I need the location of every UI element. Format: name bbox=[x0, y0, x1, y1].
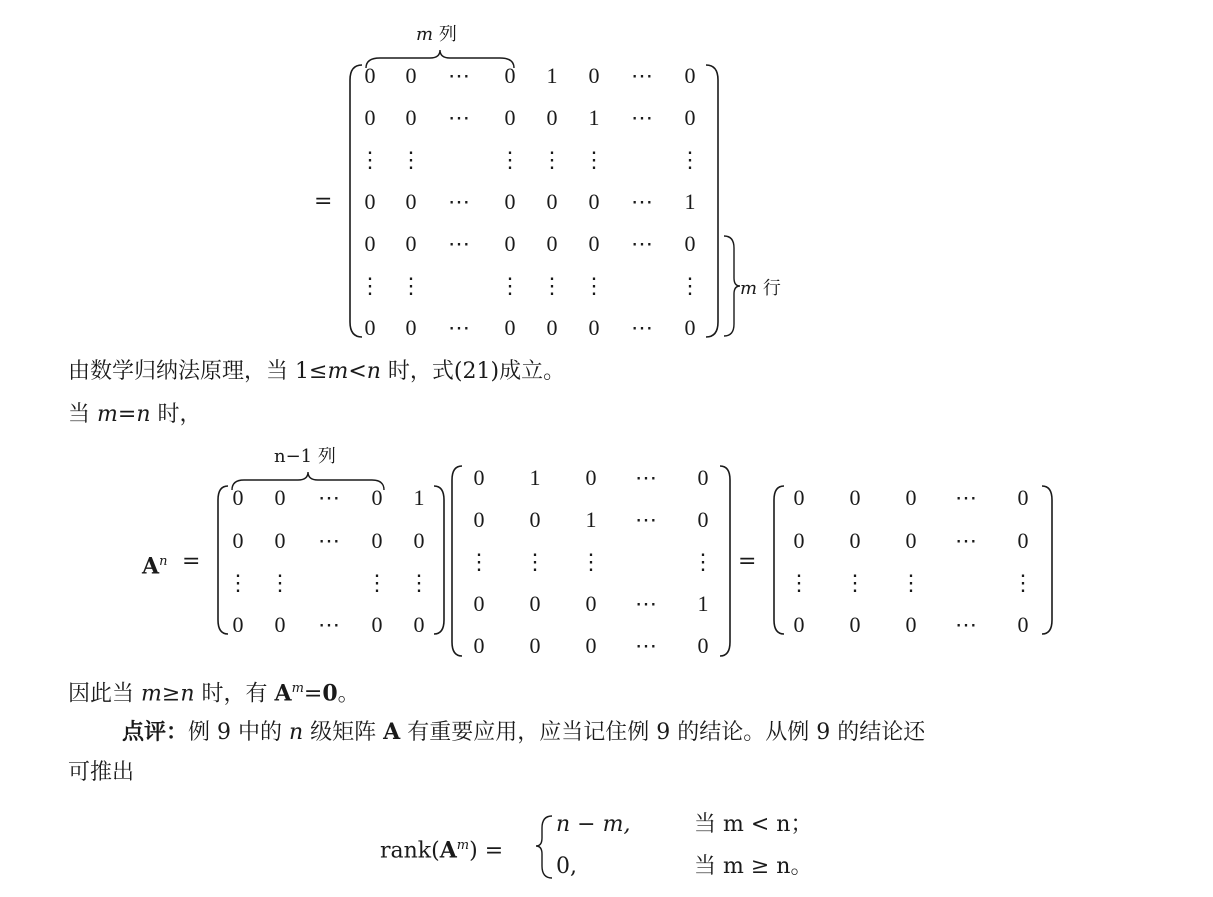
matrix1-cell-r5c1: 0 bbox=[364, 231, 376, 256]
comment-line2: 可推出 bbox=[68, 760, 135, 785]
matrix-a-cell-r4c4: 0 bbox=[371, 612, 383, 637]
matrix-a-cell-r3c4: ⋮ bbox=[366, 570, 388, 595]
matrix1-cell-r7c2: 0 bbox=[405, 315, 417, 340]
rowbrace-label bbox=[740, 274, 781, 300]
matrix-b-cell-r4c2: 0 bbox=[529, 591, 541, 616]
comment-text-c: 有重要应用，应当记住例 9 的结论。从例 9 的结论还 bbox=[400, 720, 926, 745]
matrix1-cell-r2c5: 0 bbox=[546, 105, 558, 130]
lhs-A: A bbox=[142, 553, 160, 580]
matrix-b-cell-r3c5: ⋮ bbox=[692, 549, 714, 574]
matrix-b-cell-r5c1: 0 bbox=[473, 633, 485, 658]
matrix-a-cell-r1c5: 1 bbox=[413, 485, 425, 510]
matrix-b-cell-r5c3: 0 bbox=[585, 633, 597, 658]
matrix1-cell-r1c1: 0 bbox=[364, 63, 376, 88]
case-eq: = bbox=[117, 402, 137, 427]
conclusion-eq: = bbox=[303, 681, 323, 707]
matrix-b-cell-r1c2: 1 bbox=[529, 465, 541, 490]
matrix-c-cell-r3c2: ⋮ bbox=[844, 570, 866, 595]
matrix-c-cell-r2c3: 0 bbox=[905, 528, 917, 553]
matrix1-cell-r2c3: ⋯ bbox=[448, 105, 470, 130]
matrix1-cell-r7c4: 0 bbox=[504, 315, 516, 340]
induction-var-n: n bbox=[366, 359, 381, 384]
matrix-c-cell-r4c3: 0 bbox=[905, 612, 917, 637]
matrix1-cell-r6c1: ⋮ bbox=[359, 273, 381, 298]
matrix-a-cell-r1c1: 0 bbox=[232, 485, 244, 510]
matrix-b-cell-r2c3: 1 bbox=[585, 507, 597, 532]
comment-A: A bbox=[383, 719, 401, 745]
matrix-a-cell-r2c3: ⋯ bbox=[318, 528, 340, 553]
conclusion-sup-m: m bbox=[291, 681, 304, 696]
induction-lt: < bbox=[348, 359, 367, 384]
matrix1-cell-r3c4: ⋮ bbox=[499, 147, 521, 172]
matrix1-cell-r5c6: 0 bbox=[588, 231, 600, 256]
matrix-c-cell-r3c3: ⋮ bbox=[900, 570, 922, 595]
matrix-c-cell-r1c2: 0 bbox=[849, 485, 861, 510]
matrix1-cell-r2c4: 0 bbox=[504, 105, 516, 130]
matrix1-equals: = bbox=[314, 189, 333, 214]
comment-var-n: n bbox=[289, 720, 304, 745]
matrix-c-cell-r2c1: 0 bbox=[793, 528, 805, 553]
matrix-a-cell-r1c4: 0 bbox=[371, 485, 383, 510]
induction-text-b: 时，式(21)成立。 bbox=[380, 359, 566, 384]
matrix1-cell-r6c4: ⋮ bbox=[499, 273, 521, 298]
conclusion-A: A bbox=[274, 680, 292, 707]
matrix-c-cell-r1c3: 0 bbox=[905, 485, 917, 510]
rank-eq: ) = bbox=[469, 838, 504, 864]
matrix-a-cell-r4c5: 0 bbox=[413, 612, 425, 637]
matrix1-cell-r5c4: 0 bbox=[504, 231, 516, 256]
matrix-b-cell-r2c4: ⋯ bbox=[635, 507, 657, 532]
matrix1-cell-r4c7: ⋯ bbox=[631, 189, 653, 214]
matrix-a-cell-r1c2: 0 bbox=[274, 485, 286, 510]
matrix-c-cell-r1c1: 0 bbox=[793, 485, 805, 510]
rowbrace-var: m bbox=[740, 278, 758, 299]
matrix1-cell-r6c6: ⋮ bbox=[583, 273, 605, 298]
matrix1-cell-r4c5: 0 bbox=[546, 189, 558, 214]
matrix1-cell-r2c8: 0 bbox=[684, 105, 696, 130]
matrix1-cell-r3c6: ⋮ bbox=[583, 147, 605, 172]
matrix-a-cell-r4c3: ⋯ bbox=[318, 612, 340, 637]
matrix1-cell-r7c5: 0 bbox=[546, 315, 558, 340]
matrix-b-cell-r1c3: 0 bbox=[585, 465, 597, 490]
matrix-a-cell-r2c4: 0 bbox=[371, 528, 383, 553]
matrix-b-cell-r5c2: 0 bbox=[529, 633, 541, 658]
matrix-b-cell-r1c4: ⋯ bbox=[635, 465, 657, 490]
matrix-a-cell-r3c2: ⋮ bbox=[269, 570, 291, 595]
matrix-c-cell-r1c4: ⋯ bbox=[955, 485, 977, 510]
matrix1-cell-r2c1: 0 bbox=[364, 105, 376, 130]
rank-lhs bbox=[380, 831, 503, 866]
matrix1-cell-r2c7: ⋯ bbox=[631, 105, 653, 130]
matrix1-cell-r4c8: 1 bbox=[684, 189, 696, 214]
comment-line1 bbox=[122, 717, 925, 748]
conclusion-line bbox=[68, 674, 360, 709]
matrix-c-cell-r4c5: 0 bbox=[1017, 612, 1029, 637]
matrix1-cell-r3c2: ⋮ bbox=[400, 147, 422, 172]
matrix-c-cell-r3c5: ⋮ bbox=[1012, 570, 1034, 595]
comment-text-b: 级矩阵 bbox=[303, 720, 384, 745]
matrix1-cell-r3c5: ⋮ bbox=[541, 147, 563, 172]
matrix-a-cell-r3c1: ⋮ bbox=[227, 570, 249, 595]
matrix-c-cell-r4c2: 0 bbox=[849, 612, 861, 637]
matrix1-cell-r7c8: 0 bbox=[684, 315, 696, 340]
matrix1-cell-r1c4: 0 bbox=[504, 63, 516, 88]
matrix-c-cell-r2c5: 0 bbox=[1017, 528, 1029, 553]
matrix-a-cell-r4c1: 0 bbox=[232, 612, 244, 637]
matrix1-cell-r1c5: 1 bbox=[546, 63, 558, 88]
rank-sup-m: m bbox=[456, 838, 470, 853]
matrix-c-cell-r1c5: 0 bbox=[1017, 485, 1029, 510]
matrix-b-cell-r1c5: 0 bbox=[697, 465, 709, 490]
matrix1-cell-r2c2: 0 bbox=[405, 105, 417, 130]
induction-text-a: 由数学归纳法原理，当 1≤ bbox=[68, 359, 328, 384]
matrix1-cell-r4c4: 0 bbox=[504, 189, 516, 214]
matrix1-cell-r7c6: 0 bbox=[588, 315, 600, 340]
matrix1-cell-r5c7: ⋯ bbox=[631, 231, 653, 256]
matrix-c-cell-r2c2: 0 bbox=[849, 528, 861, 553]
matrix1-cell-r6c2: ⋮ bbox=[400, 273, 422, 298]
induction-line bbox=[68, 357, 565, 387]
matrix1-cell-r2c6: 1 bbox=[588, 105, 600, 130]
rowbrace-unit: 行 bbox=[762, 278, 781, 299]
equation2-equals2: = bbox=[738, 549, 757, 574]
n-minus-1-brace-label: n−1 列 bbox=[274, 446, 336, 467]
matrix1-cell-r1c2: 0 bbox=[405, 63, 417, 88]
matrix-a-cell-r3c5: ⋮ bbox=[408, 570, 430, 595]
rank-case2-expr: 0, bbox=[556, 854, 577, 879]
matrix-b-cell-r2c1: 0 bbox=[473, 507, 485, 532]
matrix-b-cell-r3c1: ⋮ bbox=[468, 549, 490, 574]
matrix1-cell-r5c2: 0 bbox=[405, 231, 417, 256]
matrix1-cell-r1c6: 0 bbox=[588, 63, 600, 88]
lhs-A-n bbox=[142, 547, 167, 582]
matrix1-cell-r3c8: ⋮ bbox=[679, 147, 701, 172]
conclusion-var-m: m bbox=[141, 681, 162, 707]
overbrace-unit: 列 bbox=[438, 24, 457, 45]
matrix-b-cell-r4c3: 0 bbox=[585, 591, 597, 616]
matrix-b-cell-r3c2: ⋮ bbox=[524, 549, 546, 574]
case-m-eq-n-line bbox=[68, 400, 201, 430]
matrix-b-cell-r5c5: 0 bbox=[697, 633, 709, 658]
matrix1-cell-r4c3: ⋯ bbox=[448, 189, 470, 214]
comment-label: 点评： bbox=[122, 719, 189, 745]
matrix1-cell-r6c5: ⋮ bbox=[541, 273, 563, 298]
matrix1-cell-r5c8: 0 bbox=[684, 231, 696, 256]
rank-case1-cond: 当 m < n； bbox=[694, 812, 813, 837]
case-text-a: 当 bbox=[68, 402, 97, 427]
conclusion-var-n: n bbox=[180, 681, 195, 707]
matrix-a-cell-r2c5: 0 bbox=[413, 528, 425, 553]
matrix-b-cell-r4c4: ⋯ bbox=[635, 591, 657, 616]
matrix-c-cell-r3c1: ⋮ bbox=[788, 570, 810, 595]
matrix-a-cell-r4c2: 0 bbox=[274, 612, 286, 637]
matrix-b-cell-r3c3: ⋮ bbox=[580, 549, 602, 574]
matrix1-cell-r5c5: 0 bbox=[546, 231, 558, 256]
case-var-m: m bbox=[97, 402, 118, 427]
rank-A: A bbox=[439, 837, 457, 864]
matrix-a-cell-r1c3: ⋯ bbox=[318, 485, 340, 510]
matrix1-cell-r1c3: ⋯ bbox=[448, 63, 470, 88]
overbrace-label bbox=[416, 20, 457, 46]
case-var-n: n bbox=[136, 402, 151, 427]
equation2-equals: = bbox=[182, 549, 201, 574]
rank-case1-expr: n − m, bbox=[556, 812, 631, 837]
conclusion-text-b: 时，有 bbox=[194, 681, 275, 707]
matrix1-cell-r3c1: ⋮ bbox=[359, 147, 381, 172]
matrix1-cell-r7c7: ⋯ bbox=[631, 315, 653, 340]
matrix-c-cell-r4c4: ⋯ bbox=[955, 612, 977, 637]
matrix1-cell-r7c3: ⋯ bbox=[448, 315, 470, 340]
matrix-c-cell-r2c4: ⋯ bbox=[955, 528, 977, 553]
matrix1-cell-r4c1: 0 bbox=[364, 189, 376, 214]
lhs-sup-n: n bbox=[159, 554, 168, 569]
matrix1-cell-r1c7: ⋯ bbox=[631, 63, 653, 88]
matrix1-cell-r4c2: 0 bbox=[405, 189, 417, 214]
matrix-b-cell-r4c1: 0 bbox=[473, 591, 485, 616]
matrix-b-cell-r2c2: 0 bbox=[529, 507, 541, 532]
matrix-b-cell-r5c4: ⋯ bbox=[635, 633, 657, 658]
matrix-c-cell-r4c1: 0 bbox=[793, 612, 805, 637]
rank-case2-cond: 当 m ≥ n。 bbox=[694, 854, 813, 879]
induction-var-m: m bbox=[327, 359, 349, 384]
conclusion-text-a: 因此当 bbox=[68, 681, 141, 707]
matrix1-cell-r1c8: 0 bbox=[684, 63, 696, 88]
conclusion-zero: 0 bbox=[322, 680, 338, 707]
matrix-a-cell-r2c1: 0 bbox=[232, 528, 244, 553]
matrix-a-cell-r2c2: 0 bbox=[274, 528, 286, 553]
matrix-b-cell-r1c1: 0 bbox=[473, 465, 485, 490]
rank-fn: rank( bbox=[380, 838, 440, 864]
matrix1-cell-r5c3: ⋯ bbox=[448, 231, 470, 256]
matrix-b-cell-r2c5: 0 bbox=[697, 507, 709, 532]
case-text-b: 时， bbox=[150, 402, 202, 427]
matrix1-cell-r4c6: 0 bbox=[588, 189, 600, 214]
conclusion-ge: ≥ bbox=[161, 681, 181, 707]
overbrace-var: m bbox=[416, 24, 434, 45]
comment-text-a: 例 9 中的 bbox=[188, 720, 289, 745]
matrix1-cell-r7c1: 0 bbox=[364, 315, 376, 340]
conclusion-end: 。 bbox=[337, 681, 360, 707]
matrix1-cell-r6c8: ⋮ bbox=[679, 273, 701, 298]
matrix-b-cell-r4c5: 1 bbox=[697, 591, 709, 616]
